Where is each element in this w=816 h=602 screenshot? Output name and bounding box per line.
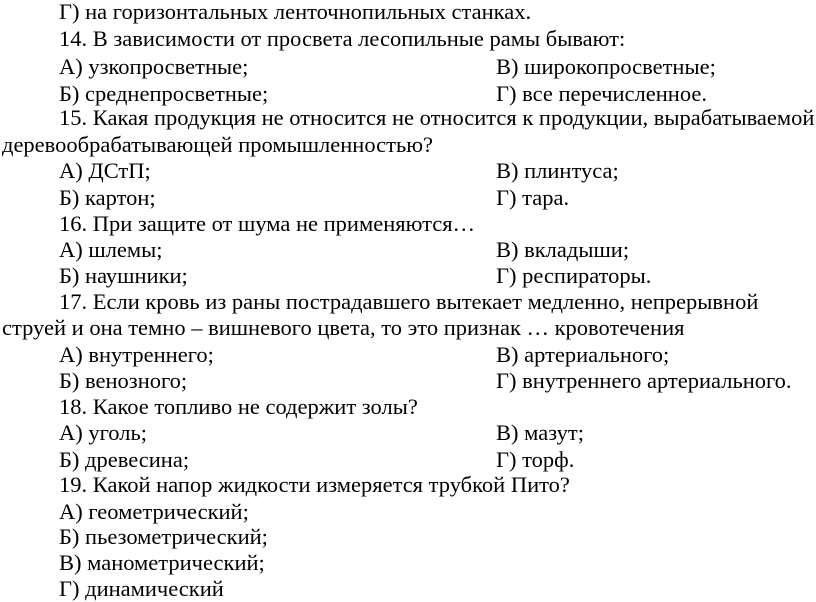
option-18-b: Б) древесина; xyxy=(59,447,190,472)
question-14: 14. В зависимости от просвета лесопильные рамы бывают: xyxy=(59,26,626,51)
option-19-b: Б) пьезометрический; xyxy=(59,524,268,549)
option-16-v: В) вкладыши; xyxy=(496,237,630,262)
option-19-v: В) манометрический; xyxy=(59,550,265,575)
option-18-v: В) мазут; xyxy=(496,420,584,445)
option-15-b: Б) картон; xyxy=(59,185,156,210)
option-14-b: Б) среднепросветные; xyxy=(59,81,269,106)
question-19: 19. Какой напор жидкости измеряется трубкой Пито? xyxy=(59,472,570,497)
question-15-line-1: 15. Какая продукция не относится не относится к продукции, вырабатываемой xyxy=(59,105,815,130)
option-18-a: А) уголь; xyxy=(59,420,147,445)
option-17-a: А) внутреннего; xyxy=(59,342,214,367)
option-14-v: В) широкопросветные; xyxy=(496,54,716,79)
option-18-g: Г) торф. xyxy=(496,447,575,472)
option-line: Г) на горизонтальных ленточнопильных станках. xyxy=(59,0,532,24)
option-14-a: А) узкопросветные; xyxy=(59,54,249,79)
option-19-g: Г) динамический xyxy=(59,576,224,601)
option-14-g: Г) все перечисленное. xyxy=(496,81,707,106)
option-16-g: Г) респираторы. xyxy=(496,263,652,288)
option-15-v: В) плинтуса; xyxy=(496,158,619,183)
question-16: 16. При защите от шума не применяются… xyxy=(59,211,476,236)
option-16-b: Б) наушники; xyxy=(59,263,188,288)
option-15-g: Г) тара. xyxy=(496,185,570,210)
option-17-b: Б) венозного; xyxy=(59,368,188,393)
question-15-line-2: деревообрабатывающей промышленностью? xyxy=(2,132,434,157)
option-15-a: А) ДСтП; xyxy=(59,158,151,183)
option-16-a: А) шлемы; xyxy=(59,237,163,262)
question-17-line-2: струей и она темно – вишневого цвета, то это признак … кровотечения xyxy=(2,315,685,340)
option-17-g: Г) внутреннего артериального. xyxy=(496,368,792,393)
option-17-v: В) артериального; xyxy=(496,342,670,367)
question-18: 18. Какое топливо не содержит золы? xyxy=(59,394,418,419)
option-19-a: А) геометрический; xyxy=(59,499,249,524)
question-17-line-1: 17. Если кровь из раны пострадавшего вытекает медленно, непрерывной xyxy=(59,289,759,314)
